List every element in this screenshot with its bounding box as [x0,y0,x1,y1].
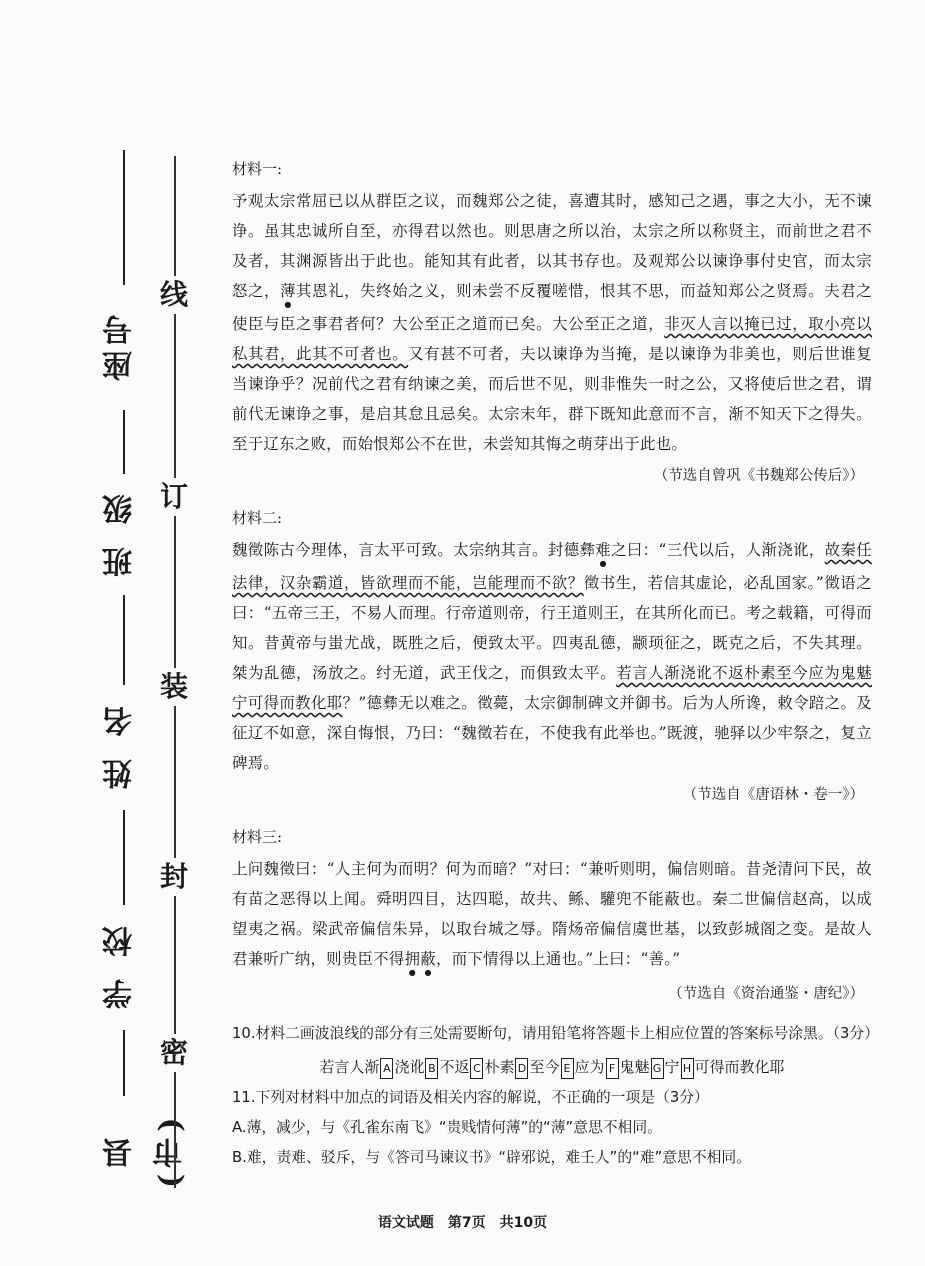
class-blank[interactable] [123,410,125,474]
material-2-text-b: 之曰：“三代以后，人渐浇讹， [611,541,825,559]
material-3-source: （节选自《资治通鉴・唐纪》） [668,986,864,1002]
material-1-underlined: 非灭人言以掩已过，取小亮以私其君，此其不可者也。 [232,315,872,363]
answer-box-h[interactable]: H [681,1058,694,1079]
q10-segment: 鬼魅 [619,1058,650,1076]
answer-box-b[interactable]: B [425,1058,438,1079]
seat-number-label: 座号 [103,309,138,381]
seal-char-ding: 订 [150,478,198,516]
page-footer: 语文试题 第7页 共10页 [377,1215,548,1231]
material-1-body [232,186,872,459]
dotted-word-bo: 薄 [280,282,297,300]
seal-char-mi: 密 [150,1034,198,1072]
answer-box-e[interactable]: E [561,1058,574,1079]
material-3-text-a: 上问魏徵曰：“人主何为而明？何为而暗？”对曰：“兼听则明，偏信则暗。昔尧清问下民，故有苗之恶得以上闻。舜明四目，达四聪，故共、鲧、驩兜不能蔽也。秦二世偏信赵高，以成望夷之祸。梁武帝偏信朱异，以取台城之辱。隋炀帝偏信虞世基，以致彭城阁之变。是故人君兼听广纳，则贵臣不得 [232,860,872,968]
q10-segment: 至今 [529,1058,560,1076]
material-2-text-c: 徵书生，若信其虚论，必乱国家。”徵语之曰：“五帝三王，不易人而理。行帝道则帝，行王道则王，在其所化而已。考之载籍，可得而知。昔黄帝与蚩尤战，既胜之后，便致太平。四夷乱德，颛顼征之，既克之后，不失其理。桀为乱德，汤放之。纣无道，武王伐之，而俱致太平。 [232,574,872,682]
school-label: 学 校 [103,920,138,1010]
q10-segment: 不返 [439,1058,470,1076]
class-label: 班 级 [103,488,138,578]
passage-column [232,152,880,1173]
question-11-option-a: A.薄，减少，与《孔雀东南飞》“贵贱情何薄”的“薄”意思不相同。 [232,1119,662,1136]
q10-segment: 可得而教化耶 [694,1058,785,1076]
q10-segment: 应为 [574,1058,605,1076]
material-1-text-c: 又有甚不可者，夫以谏诤为当掩，是以谏诤为非美也，则后世谁复当谏诤乎？况前代之君有纳谏之美，而后世不见，则非惟失一时之公，又将使后世之君，谓前代无谏诤之事，是启其怠且忌矣。太宗末年，群下既知此意而不言，渐不知天下之得失。至于辽东之败，而始恨郑公不在世，未尝知其悔之萌芽出于此也。 [232,345,872,453]
material-3-text-b: ，而下情得以上通也。”上曰：“善。” [436,950,681,968]
material-1-text-b: 其恩礼，失终始之义，则未尝不反覆嗟惜，恨其不思，而益知郑公之贤焉。夫君之使臣与臣之事君者何？大公至正之道而已矣。大公至正之道， [232,282,872,333]
seal-char-xian: 线 [150,276,198,314]
question-11-option-b: B.难，责难、驳斥，与《答司马谏议书》“辟邪说，难壬人”的“难”意思不相同。 [232,1149,752,1166]
material-3-title: 材料三: [232,828,283,846]
q10-segment: 若言人渐 [319,1058,380,1076]
material-1-source: （节选自曾巩《书魏郑公传后》） [653,468,864,484]
material-2-body [232,535,872,778]
county-blank[interactable] [123,1030,125,1096]
material-2-title: 材料二: [232,509,283,527]
dotted-word-yongbi: 拥蔽 [404,950,436,968]
answer-box-f[interactable]: F [606,1058,619,1079]
answer-box-a[interactable]: A [380,1058,393,1079]
question-11-stem: 11.下列对材料中加点的词语及相关内容的解说，不正确的一项是（3分） [232,1089,709,1106]
seal-char-feng: 封 [150,858,198,896]
school-blank[interactable] [123,810,125,905]
seat-number-blank[interactable] [123,150,125,285]
q10-segment: 宁 [664,1058,680,1076]
material-2-wavy-sentence: 若言人渐浇讹不返朴素至今应为鬼魅宁可得而教化耶 [232,664,872,712]
q10-segment: 朴素 [484,1058,515,1076]
material-2-source: （节选自《唐语林・卷一》） [682,787,864,803]
answer-box-d[interactable]: D [515,1058,528,1079]
material-2-text-a: 魏徵陈古今理体，言太平可致。太宗纳其言。封德彝 [232,541,596,559]
name-blank[interactable] [123,595,125,685]
answer-box-c[interactable]: C [470,1058,483,1079]
question-10-answer-row [232,1053,872,1081]
material-2-text-d: ？”德彝无以难之。徵薨，太宗御制碑文并御书。后为人所谗，敕令踣之。及征辽不如意，深自悔恨，乃曰：“魏徵若在，不使我有此举也。”既渡，驰驿以少牢祭之，复立碑焉。 [232,694,872,772]
seal-char-zhuang: 装 [150,668,198,706]
answer-box-g[interactable]: G [651,1058,664,1079]
material-2-underlined-1: 故秦任法律，汉杂霸道，皆欲理而不能，岂能理而不欲？ [232,541,872,592]
question-10: 10.材料二画波浪线的部分有三处需要断句，请用铅笔将答题卡上相应位置的答案标号涂黑。（3分） [232,1025,880,1042]
county-label: 县(市) [103,1111,188,1189]
dotted-word-nan: 难 [595,541,612,559]
name-label: 姓 名 [103,700,138,790]
q10-segment: 浇讹 [394,1058,425,1076]
material-3-body [232,854,872,977]
material-1-text-a: 予观太宗常屈已以从群臣之议，而魏郑公之徒，喜遭其时，感知己之遇，事之大小，无不谏诤。虽其忠诚所自至，亦得君以然也。则思唐之所以治，太宗之所以称贤主，而前世之君不及者，其渊源皆出于此也。能知其有此者，以其书存也。及观郑公以谏诤事付史官，而太宗怒之， [232,192,872,300]
material-1-title: 材料一: [232,160,283,178]
